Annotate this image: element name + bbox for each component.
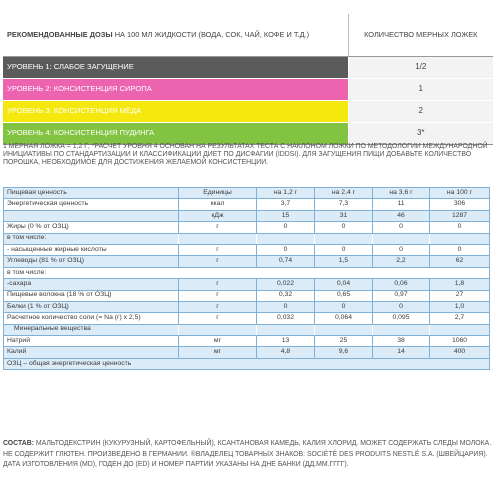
nutrient-value: 38 bbox=[373, 336, 430, 347]
nutrient-value: 0,32 bbox=[257, 290, 315, 301]
dosage-level-1 bbox=[3, 56, 493, 78]
nutrient-value: 0 bbox=[430, 244, 490, 255]
nutrient-name: Жиры (0 % от ОЗЦ) bbox=[4, 222, 179, 233]
nutrient-value: 15 bbox=[257, 210, 315, 221]
nutrition-row bbox=[4, 256, 490, 267]
nutrient-value: 0 bbox=[257, 244, 315, 255]
nutrition-row bbox=[4, 347, 490, 358]
nutrient-value: 0,97 bbox=[373, 290, 430, 301]
dosage-header-row bbox=[3, 14, 493, 56]
nutrient-value: 0 bbox=[315, 222, 373, 233]
nutrient-value: 0 bbox=[257, 222, 315, 233]
nutrient-value: 1287 bbox=[430, 210, 490, 221]
nutrient-value: 11 bbox=[373, 199, 430, 210]
nutrient-value: 3,7 bbox=[257, 199, 315, 210]
nutrition-row bbox=[4, 244, 490, 255]
nutrient-value: 1,8 bbox=[430, 279, 490, 290]
nutrient-value bbox=[430, 267, 490, 278]
nutrition-row bbox=[4, 199, 490, 210]
nutrient-unit: мг bbox=[179, 347, 257, 358]
composition-text bbox=[3, 439, 493, 471]
nutrient-value: 25 bbox=[315, 336, 373, 347]
level-spoons: 2 bbox=[348, 100, 493, 122]
nutrient-value: 9,6 bbox=[315, 347, 373, 358]
nutrition-row bbox=[4, 222, 490, 233]
nutrient-name: Пищевые волокна (18 % от ОЗЦ) bbox=[4, 290, 179, 301]
nutrient-value: 306 bbox=[430, 199, 490, 210]
nutrition-footnote: ОЗЦ – общая энергетическая ценность bbox=[4, 358, 490, 369]
nutrient-name: -сахара bbox=[4, 279, 179, 290]
dosage-note: 1 МЕРНАЯ ЛОЖКА = 1,2 Г; *РАСЧЕТ УРОВНЯ 4 ОСНОВАН НА РЕЗУЛЬТАТАХ ТЕСТА С НАКЛОНОМ ЛОЖКИ ПО МЕТОДОЛОГИИ МЕЖДУНАРОДНОЙ ИНИЦИАТИВЫ ПО СТАНДАРТИЗАЦИИ И КЛАССИФИКАЦИИ ДИЕТ ПО ДИСФАГИИ (IDDSI). ДЛЯ ЗАГУЩЕНИЯ ПИЩИ ДОБАВЬТЕ КОЛИЧЕСТВО ПОРОШКА, НЕОБХОДИМОЕ ДЛЯ ДОСТИЖЕНИЯ ЖЕЛАЕМОЙ КОНСИСТЕНЦИИ. bbox=[3, 143, 488, 166]
level-label: УРОВЕНЬ 1: СЛАБОЕ ЗАГУЩЕНИЕ bbox=[3, 56, 348, 78]
nutrient-unit bbox=[179, 267, 257, 278]
nutrient-value: 62 bbox=[430, 256, 490, 267]
nutrition-table bbox=[3, 187, 490, 370]
nutrient-name: Энергетическая ценность bbox=[4, 199, 179, 210]
nutrient-value bbox=[257, 324, 315, 335]
nutrient-unit: г bbox=[179, 301, 257, 312]
nutrient-value bbox=[373, 324, 430, 335]
nutrient-value: 13 bbox=[257, 336, 315, 347]
nutrient-name: Пищевая ценность bbox=[4, 188, 179, 199]
level-spoons: 1 bbox=[348, 78, 493, 100]
nutrient-value: 0,095 bbox=[373, 313, 430, 324]
nutrient-value: 0 bbox=[430, 222, 490, 233]
level-label: УРОВЕНЬ 2: КОНСИСТЕНЦИЯ СИРОПА bbox=[3, 78, 348, 100]
nutrient-value bbox=[257, 233, 315, 244]
nutrient-value: 1,5 bbox=[315, 256, 373, 267]
nutrient-value: 14 bbox=[373, 347, 430, 358]
dosage-header-label: РЕКОМЕНДОВАННЫЕ ДОЗЫ НА 100 МЛ ЖИДКОСТИ (ВОДА, СОК, ЧАЙ, КОФЕ И Т.Д.) bbox=[3, 14, 348, 56]
nutrient-value: на 1,2 г bbox=[257, 188, 315, 199]
nutrient-unit: г bbox=[179, 290, 257, 301]
nutrient-value bbox=[373, 233, 430, 244]
nutrient-name: Калий bbox=[4, 347, 179, 358]
nutrient-name: Расчетное количество соли (= Na (г) x 2,5) bbox=[4, 313, 179, 324]
nutrition-row bbox=[4, 313, 490, 324]
nutrient-value: 1,0 bbox=[430, 301, 490, 312]
nutrition-header-row bbox=[4, 188, 490, 199]
nutrient-unit bbox=[179, 324, 257, 335]
nutrient-value bbox=[373, 267, 430, 278]
level-label: УРОВЕНЬ 3: КОНСИСТЕНЦИЯ МЁДА bbox=[3, 100, 348, 122]
nutrient-value: 1060 bbox=[430, 336, 490, 347]
nutrient-name bbox=[4, 210, 179, 221]
nutrient-name: Минеральные вещества bbox=[4, 324, 179, 335]
nutrient-value: 0,74 bbox=[257, 256, 315, 267]
level-spoons: 1/2 bbox=[348, 56, 493, 78]
nutrient-value: 7,3 bbox=[315, 199, 373, 210]
nutrient-name: Натрий bbox=[4, 336, 179, 347]
nutrient-value: 2,7 bbox=[430, 313, 490, 324]
nutrient-unit: г bbox=[179, 256, 257, 267]
nutrition-row bbox=[4, 301, 490, 312]
nutrition-row bbox=[4, 336, 490, 347]
dosage-level-2 bbox=[3, 78, 493, 100]
nutrient-value: 0,04 bbox=[315, 279, 373, 290]
nutrition-row bbox=[4, 210, 490, 221]
nutrient-value: 0,022 bbox=[257, 279, 315, 290]
nutrition-row bbox=[4, 233, 490, 244]
nutrient-name: в том числе: bbox=[4, 267, 179, 278]
nutrient-value: 0,064 bbox=[315, 313, 373, 324]
composition-body: МАЛЬТОДЕКСТРИН (КУКУРУЗНЫЙ, КАРТОФЕЛЬНЫЙ), КСАНТАНОВАЯ КАМЕДЬ, КАЛИЯ ХЛОРИД. МОЖЕТ СОДЕРЖАТЬ СЛЕДЫ МОЛОКА. НЕ СОДЕРЖИТ ГЛЮТЕН. ПРОИЗВЕДЕНО В ГЕРМАНИИ. ®ВЛАДЕЛЕЦ ТОВАРНЫХ ЗНАКОВ: SOCIÉTÉ DES PRODUITS NESTLÉ S.A. (ШВЕЙЦАРИЯ). ДАТА ИЗГОТОВЛЕНИЯ (MD), ГОДЕН ДО (ED) И НОМЕР ПАРТИИ УКАЗАНЫ НА ДНЕ БАНКИ (ДД.ММ.ГГГГ). bbox=[3, 440, 492, 469]
nutrient-value: 0 bbox=[257, 301, 315, 312]
nutrition-footer-row bbox=[4, 358, 490, 369]
nutrient-value: на 3,6 г bbox=[373, 188, 430, 199]
nutrition-row bbox=[4, 267, 490, 278]
nutrient-value: на 100 г bbox=[430, 188, 490, 199]
nutrition-row bbox=[4, 279, 490, 290]
nutrient-unit: мг bbox=[179, 336, 257, 347]
nutrient-value bbox=[315, 233, 373, 244]
nutrient-value bbox=[315, 324, 373, 335]
nutrient-unit: Единицы bbox=[179, 188, 257, 199]
level-spoons: 3* bbox=[348, 122, 493, 144]
nutrient-value bbox=[430, 233, 490, 244]
dosage-header-spoons: КОЛИЧЕСТВО МЕРНЫХ ЛОЖЕК bbox=[348, 14, 493, 56]
nutrient-value: 0 bbox=[373, 301, 430, 312]
nutrition-row bbox=[4, 324, 490, 335]
nutrient-value: 0 bbox=[373, 222, 430, 233]
nutrient-unit: кДж bbox=[179, 210, 257, 221]
nutrient-value bbox=[257, 267, 315, 278]
nutrient-value: 31 bbox=[315, 210, 373, 221]
nutrient-unit: г bbox=[179, 222, 257, 233]
level-label: УРОВЕНЬ 4: КОНСИСТЕНЦИЯ ПУДИНГА bbox=[3, 122, 348, 144]
nutrient-unit: ккал bbox=[179, 199, 257, 210]
nutrient-value: 46 bbox=[373, 210, 430, 221]
composition-lead: СОСТАВ: bbox=[3, 440, 34, 447]
nutrition-row bbox=[4, 290, 490, 301]
nutrient-value: 0 bbox=[315, 301, 373, 312]
nutrient-name: Углеводы (81 % от ОЗЦ) bbox=[4, 256, 179, 267]
dosage-level-4 bbox=[3, 122, 493, 144]
nutrient-unit: г bbox=[179, 244, 257, 255]
dosage-level-3 bbox=[3, 100, 493, 122]
nutrient-value: 27 bbox=[430, 290, 490, 301]
nutrient-value: 0 bbox=[315, 244, 373, 255]
nutrient-value: 0 bbox=[373, 244, 430, 255]
nutrient-value: 0,06 bbox=[373, 279, 430, 290]
nutrient-name: в том числе: bbox=[4, 233, 179, 244]
nutrient-value bbox=[315, 267, 373, 278]
nutrient-value: 0,032 bbox=[257, 313, 315, 324]
nutrient-name: Белки (1 % от ОЗЦ) bbox=[4, 301, 179, 312]
nutrient-unit bbox=[179, 233, 257, 244]
nutrient-value: на 2,4 г bbox=[315, 188, 373, 199]
nutrient-unit: г bbox=[179, 313, 257, 324]
nutrient-value: 400 bbox=[430, 347, 490, 358]
nutrient-value: 0,65 bbox=[315, 290, 373, 301]
nutrient-unit: г bbox=[179, 279, 257, 290]
nutrient-name: - насыщенные жирные кислоты bbox=[4, 244, 179, 255]
nutrient-value: 4,8 bbox=[257, 347, 315, 358]
nutrient-value: 2,2 bbox=[373, 256, 430, 267]
nutrient-value bbox=[430, 324, 490, 335]
dosage-table bbox=[3, 14, 493, 145]
